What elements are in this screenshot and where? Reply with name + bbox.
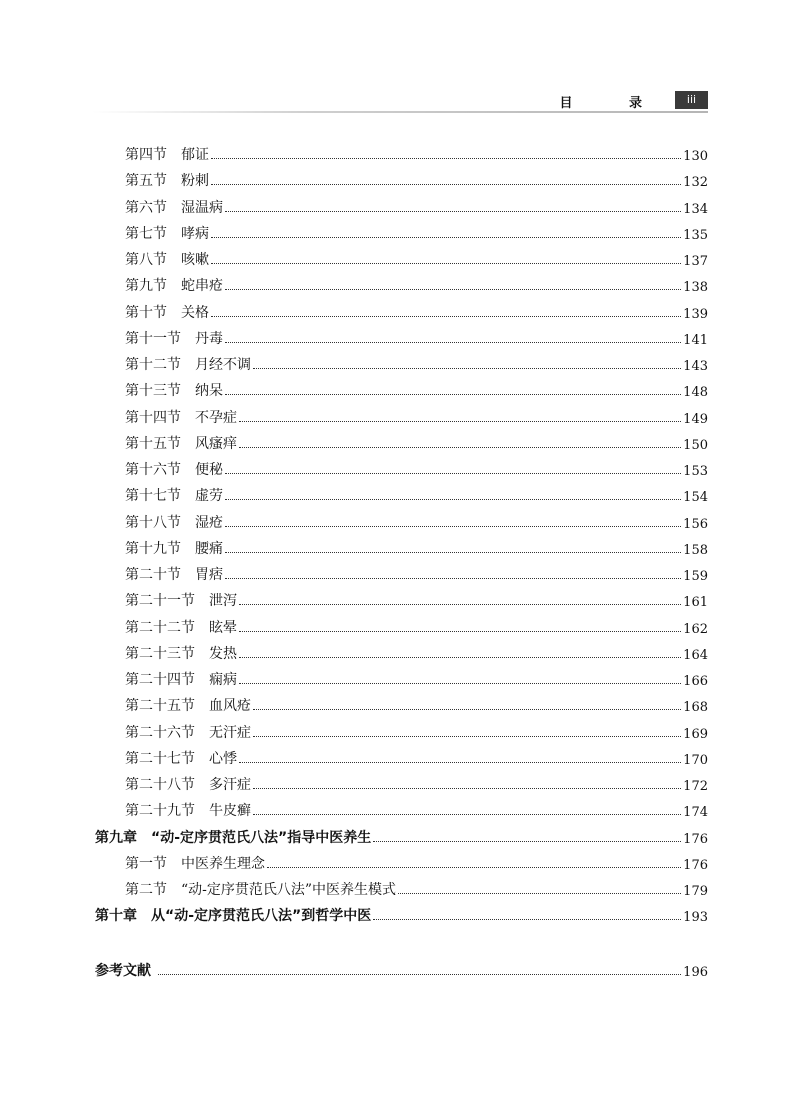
toc-entry-title: 第二十一节 泄泻 [125,593,237,610]
toc-page-number: 166 [683,674,708,689]
toc-page-number: 150 [683,437,708,453]
dot-leader [239,657,681,658]
dot-leader [225,552,681,553]
dot-leader [211,263,681,264]
toc-entry-title: 第十九节 腰痛 [125,540,223,557]
toc-page-number: 130 [683,149,708,164]
toc-entry-title: 第七节 哮病 [125,225,209,242]
toc-section-entry[interactable] [0,693,800,715]
toc-page-number: 141 [683,332,708,348]
toc-section-entry[interactable] [0,772,800,794]
toc-chapter-entry[interactable] [0,903,800,925]
header-title: 目 录 [559,96,668,111]
dot-leader [373,919,681,920]
toc-page-number: 159 [683,569,708,584]
toc-entry-title: 第十节 关格 [125,304,209,321]
dot-leader [225,211,681,212]
dot-leader [225,289,681,290]
dot-leader [253,736,681,737]
dot-leader [225,526,681,527]
dot-leader [158,974,681,975]
toc-page-number: 156 [683,516,708,532]
toc-entry-title: 第六节 湿温病 [125,199,223,216]
toc-entry-title: 第二节 “动-定序贯范氏八法”中医养生模式 [125,882,397,898]
toc-entry-title: 第五节 粉刺 [125,173,209,190]
toc-entry-title: 第四节 郁证 [125,147,209,163]
toc-page-number: 179 [683,884,708,899]
toc-section-entry[interactable] [0,195,800,217]
toc-page-number: 164 [683,647,708,663]
toc-section-entry[interactable] [0,352,800,374]
dot-leader [225,578,681,579]
toc-chapter-entry[interactable] [0,825,800,847]
toc-entry-title: 第二十七节 心悸 [125,750,237,767]
dot-leader [225,473,681,474]
toc-page-number: 174 [683,805,708,821]
toc-entry-title: 第八节 咳嗽 [125,252,209,268]
toc-page-number: 138 [683,280,708,296]
toc-section-entry[interactable] [0,273,800,295]
dot-leader [211,184,681,185]
toc-page-number: 176 [683,831,708,847]
toc-page-number: 135 [683,227,708,243]
toc-section-entry[interactable] [0,142,800,164]
toc-section-entry[interactable] [0,720,800,742]
dot-leader [225,394,681,395]
toc-entry-title: 第十六节 便秘 [125,462,223,478]
toc-page-number: 168 [683,700,708,716]
toc-section-entry[interactable] [0,483,800,505]
header-rule [92,111,708,113]
dot-leader [239,683,681,684]
toc-entry-title: 第二十二节 眩晕 [125,619,237,636]
toc-entry-title: 第十二节 月经不调 [125,357,251,373]
dot-leader [239,631,681,632]
dot-leader [239,447,681,448]
toc-section-entry[interactable] [0,300,800,322]
toc-page-number: 170 [683,752,708,768]
dot-leader [239,421,681,422]
dot-leader [211,316,681,317]
toc-section-entry[interactable] [0,746,800,768]
toc-page-number: 132 [683,175,708,191]
dot-leader [253,814,681,815]
toc-page-number: 139 [683,306,708,322]
toc-page-number: 161 [683,595,708,611]
toc-page-number: 158 [683,542,708,558]
toc-page-number: 149 [683,411,708,427]
toc-entry-title: 第十八节 湿疮 [125,514,223,531]
dot-leader [225,342,681,343]
dot-leader [398,893,681,894]
toc-page-number: 193 [683,910,708,926]
toc-entry-title: 第十四节 不孕症 [125,409,237,426]
toc-page-number: 172 [683,779,708,794]
toc-page-number: 176 [683,857,708,873]
toc-section-entry[interactable] [0,221,800,243]
toc-section-entry[interactable] [0,457,800,479]
toc-page-number: 134 [683,201,708,217]
toc-page-number: 162 [683,621,708,637]
toc-section-entry[interactable] [0,326,800,348]
dot-leader [211,237,681,238]
toc-section-entry[interactable] [0,536,800,558]
toc-entry-title: 第九章 “动-定序贯范氏八法”指导中医养生 [95,829,372,846]
toc-entry-title: 第十五节 风瘙痒 [125,435,237,452]
toc-section-entry[interactable] [0,510,800,532]
toc-entry-title: 第二十五节 血风疮 [125,698,251,715]
header-page-number: iii [675,91,708,109]
toc-entry-title: 第一节 中医养生理念 [125,855,265,872]
running-header [92,90,708,112]
dot-leader [373,841,681,842]
toc-page-number: 143 [683,359,708,374]
toc-entry-title: 第二十节 胃痞 [125,567,223,583]
dot-leader [225,499,681,500]
toc-entry-title: 参考文献 [95,963,156,979]
toc-page-number: 154 [683,490,708,506]
toc-page-number: 148 [683,385,708,401]
dot-leader [239,762,681,763]
dot-leader [239,604,681,605]
toc-page-number: 169 [683,726,708,742]
toc-chapter-entry[interactable] [0,958,800,980]
toc-entry-title: 第十章 从“动-定序贯范氏八法”到哲学中医 [95,908,372,925]
dot-leader [253,788,681,789]
toc-entry-title: 第九节 蛇串疮 [125,278,223,295]
toc-section-entry[interactable] [0,588,800,610]
toc-section-entry[interactable] [0,431,800,453]
dot-leader [211,158,681,159]
toc-entry-title: 第十七节 虚劳 [125,488,223,505]
toc-section-entry[interactable] [0,667,800,689]
dot-leader [253,709,681,710]
toc-section-entry[interactable] [0,798,800,820]
toc-page-number: 137 [683,254,708,269]
toc-page-number: 196 [683,965,708,980]
toc-section-entry[interactable] [0,405,800,427]
toc-entry-title: 第二十四节 痫病 [125,672,237,688]
toc-section-entry[interactable] [0,378,800,400]
toc-section-entry[interactable] [0,641,800,663]
toc-section-entry[interactable] [0,877,800,899]
toc-entry-title: 第十三节 纳呆 [125,383,223,400]
toc-entry-title: 第二十六节 无汗症 [125,724,251,741]
toc-entry-title: 第二十九节 牛皮癣 [125,803,251,820]
toc-entry-title: 第二十八节 多汗症 [125,777,251,793]
toc-section-entry[interactable] [0,615,800,637]
dot-leader [253,368,681,369]
toc-entry-title: 第十一节 丹毒 [125,330,223,347]
toc-section-entry[interactable] [0,168,800,190]
toc-entry-title: 第二十三节 发热 [125,645,237,662]
toc-page-number: 153 [683,464,708,479]
toc-section-entry[interactable] [0,247,800,269]
toc-section-entry[interactable] [0,851,800,873]
dot-leader [267,867,681,868]
toc-section-entry[interactable] [0,562,800,584]
